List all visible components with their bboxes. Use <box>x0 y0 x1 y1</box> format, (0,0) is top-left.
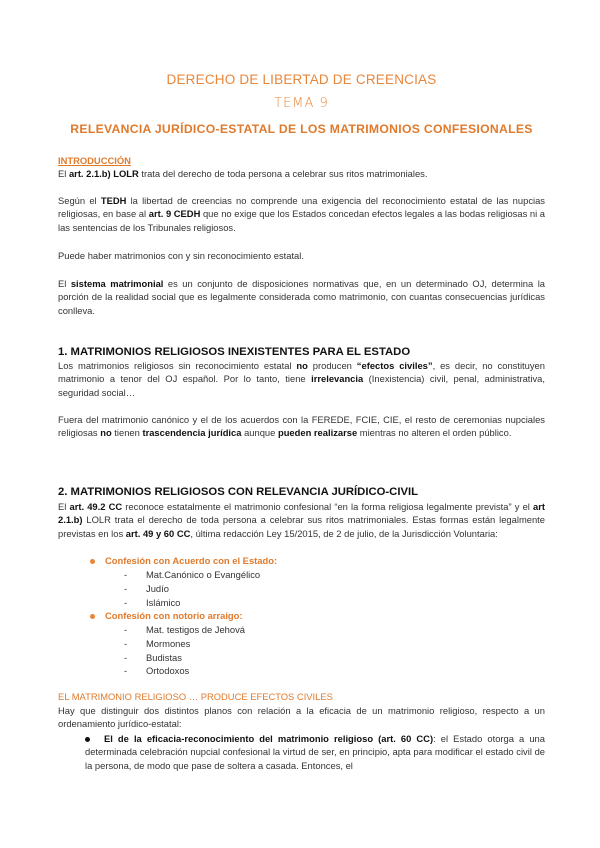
orange-bullet-icon <box>90 559 95 564</box>
list-item: - Mat. testigos de Jehová <box>124 624 246 635</box>
bullet-efficacy: El de la eficacia-reconocimiento del matrimonio religioso (art. 60 CC): el Estado otorga a una determinada celebración nupcial confesional la virtud de ser, en principio, apta para modificar el estado civil de la persona, de modo que pase de soltera a casada. Entonces, el <box>85 733 545 771</box>
section-1-heading: 1. MATRIMONIOS RELIGIOSOS INEXISTENTES PARA EL ESTADO <box>58 346 411 358</box>
orange-bullet-icon <box>90 614 95 619</box>
list-item: - Islámico <box>124 597 181 608</box>
list-item: - Mormones <box>124 638 191 649</box>
section-2-paragraph-2: Hay que distinguir dos distintos planos con relación a la eficacia de un matrimonio religioso, respecto a un ordenamiento jurídico-estatal: <box>58 705 545 730</box>
intro-paragraph-3: Puede haber matrimonios con y sin reconocimiento estatal. <box>58 250 304 261</box>
course-title: DERECHO DE LIBERTAD DE CREENCIAS <box>166 72 437 87</box>
section-1-paragraph-2: Fuera del matrimonio canónico y el de los acuerdos con la FEREDE, FCIE, CIE, el resto de ceremonias nupciales religiosas no tienen trascendencia jurídica aunque pueden realizarse mientras no alteren el orden público. <box>58 414 545 439</box>
section-1-paragraph-1: Los matrimonios religiosos sin reconocimiento estatal no producen “efectos civiles”, es decir, no constituyen matrimonio a tenor del OJ español. Por lo tanto, tiene irrelevancia (Inexistencia) civil, penal, administrativa, seguridad social… <box>58 360 545 398</box>
list-item: - Budistas <box>124 652 182 663</box>
intro-paragraph-2: Según el TEDH la libertad de creencias no comprende una exigencia del reconocimiento estatal de las nupcias religiosas, en base al art. 9 CEDH que no exige que los Estados concedan efectos legales a las bodas religiosas ni a las sentencias de los Tribunales religiosos. <box>58 195 546 233</box>
topic-number: TEMA 9 <box>274 96 329 111</box>
list-item: - Ortodoxos <box>124 665 190 676</box>
intro-heading: INTRODUCCIÓN <box>58 155 131 166</box>
group-accord-label: Confesión con Acuerdo con el Estado: <box>90 555 277 566</box>
intro-paragraph-4: El sistema matrimonial es un conjunto de disposiciones normativas que, en un determinado OJ, determina la porción de la realidad social que es legalmente considerada como matrimonio, con cuantas consecuencias jurídicas conlleva. <box>58 278 545 316</box>
list-item: - Judío <box>124 583 169 594</box>
section-2-heading: 2. MATRIMONIOS RELIGIOSOS CON RELEVANCIA JURÍDICO-CIVIL <box>58 486 419 498</box>
list-item: - Mat.Canónico o Evangélico <box>124 569 261 580</box>
effects-subheading: EL MATRIMONIO RELIGIOSO … PRODUCE EFECTOS CIVILES <box>58 691 333 702</box>
intro-paragraph-1: El art. 2.1.b) LOLR trata del derecho de toda persona a celebrar sus ritos matrimoniales. <box>58 168 428 179</box>
bullet-icon <box>85 737 90 742</box>
group-arraigo-label: Confesión con notorio arraigo: <box>90 610 243 621</box>
topic-title: RELEVANCIA JURÍDICO-ESTATAL DE LOS MATRIMONIOS CONFESIONALES <box>70 122 533 136</box>
section-2-paragraph-1: El art. 49.2 CC reconoce estatalmente el matrimonio confesional “en la forma religiosa legalmente prevista” y el art 2.1.b) LOLR trata el derecho de toda persona a celebrar sus ritos matrimoniales. Estas formas están legalmente previstas en los art. 49 y 60 CC, última redacción Ley 15/2015, de 2 de julio, de la Jurisdicción Voluntaria: <box>58 501 545 539</box>
